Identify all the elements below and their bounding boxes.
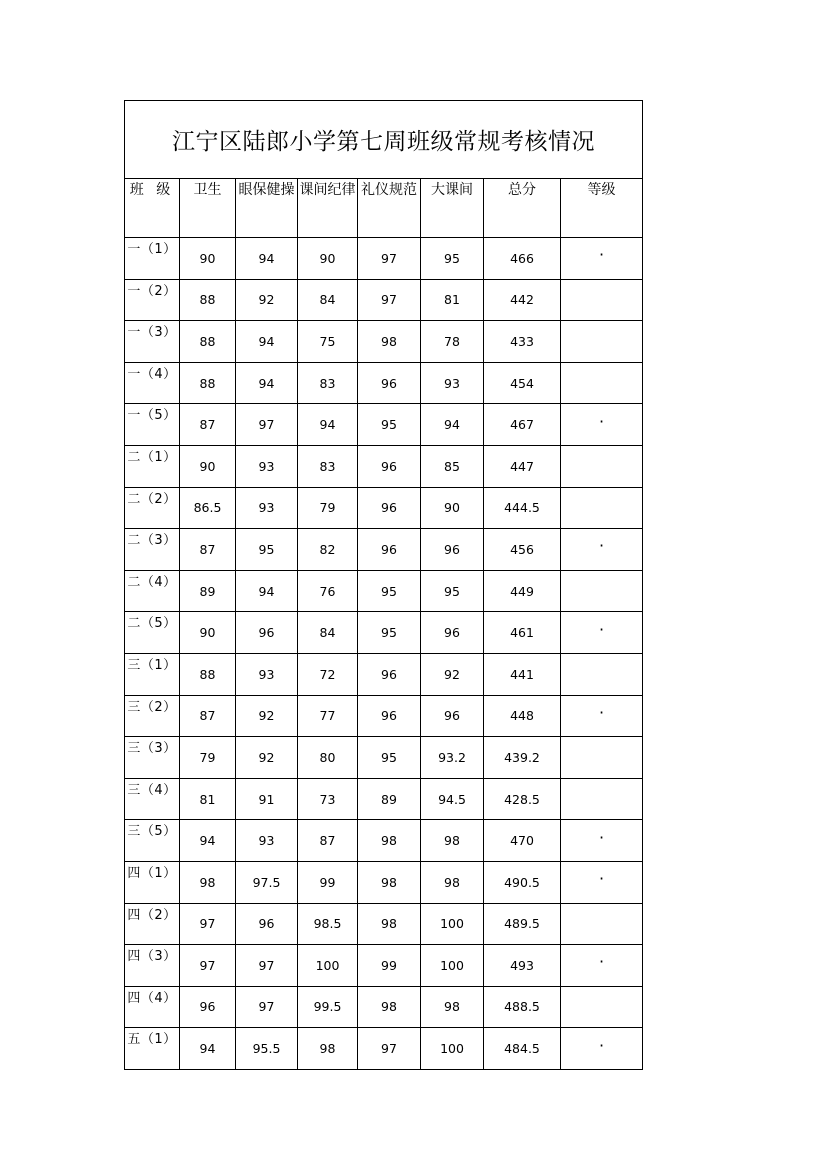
cell-eye-exercise: 92 (236, 737, 298, 779)
cell-recess-activity: 94 (421, 404, 484, 446)
cell-hygiene: 88 (180, 362, 236, 404)
cell-recess-activity: 96 (421, 612, 484, 654)
cell-break-discipline: 100 (298, 945, 358, 987)
cell-recess-activity: 93.2 (421, 737, 484, 779)
table-row (125, 445, 643, 487)
cell-break-discipline: 90 (298, 238, 358, 280)
cell-grade (561, 695, 643, 737)
cell-hygiene: 90 (180, 238, 236, 280)
cell-etiquette: 98 (358, 903, 421, 945)
cell-recess-activity: 98 (421, 820, 484, 862)
cell-grade (561, 737, 643, 779)
cell-etiquette: 98 (358, 321, 421, 363)
cell-break-discipline: 84 (298, 612, 358, 654)
cell-etiquette: 96 (358, 445, 421, 487)
cell-hygiene: 79 (180, 737, 236, 779)
cell-class: 三（1） (125, 653, 180, 695)
cell-total: 448 (484, 695, 561, 737)
col-header-break-discipline: 课间纪律 (298, 179, 358, 238)
cell-eye-exercise: 95 (236, 529, 298, 571)
cell-total: 484.5 (484, 1028, 561, 1070)
cell-etiquette: 96 (358, 695, 421, 737)
col-header-eye-exercise: 眼保健操 (236, 179, 298, 238)
cell-class: 一（5） (125, 404, 180, 446)
col-header-recess-activity: 大课间 (421, 179, 484, 238)
col-header-class: 班 级 (125, 179, 180, 238)
cell-etiquette: 96 (358, 362, 421, 404)
cell-class: 二（4） (125, 570, 180, 612)
cell-eye-exercise: 92 (236, 695, 298, 737)
cell-total: 449 (484, 570, 561, 612)
table-row (125, 778, 643, 820)
table-row (125, 612, 643, 654)
cell-recess-activity: 95 (421, 570, 484, 612)
cell-total: 456 (484, 529, 561, 571)
cell-class: 三（3） (125, 737, 180, 779)
cell-total: 433 (484, 321, 561, 363)
cell-etiquette: 97 (358, 1028, 421, 1070)
table-row (125, 861, 643, 903)
cell-grade (561, 903, 643, 945)
cell-grade (561, 238, 643, 280)
cell-break-discipline: 72 (298, 653, 358, 695)
table-row (125, 903, 643, 945)
cell-recess-activity: 92 (421, 653, 484, 695)
cell-grade (561, 820, 643, 862)
cell-recess-activity: 93 (421, 362, 484, 404)
table-row (125, 945, 643, 987)
cell-recess-activity: 85 (421, 445, 484, 487)
cell-total: 441 (484, 653, 561, 695)
cell-hygiene: 90 (180, 612, 236, 654)
cell-class: 四（4） (125, 986, 180, 1028)
cell-grade (561, 570, 643, 612)
cell-etiquette: 95 (358, 570, 421, 612)
cell-etiquette: 98 (358, 986, 421, 1028)
cell-total: 447 (484, 445, 561, 487)
cell-total: 439.2 (484, 737, 561, 779)
cell-total: 488.5 (484, 986, 561, 1028)
header-row (125, 179, 643, 238)
cell-recess-activity: 100 (421, 945, 484, 987)
table-row (125, 362, 643, 404)
cell-hygiene: 97 (180, 903, 236, 945)
cell-recess-activity: 100 (421, 1028, 484, 1070)
cell-hygiene: 86.5 (180, 487, 236, 529)
cell-etiquette: 97 (358, 279, 421, 321)
cell-recess-activity: 95 (421, 238, 484, 280)
cell-class: 三（2） (125, 695, 180, 737)
cell-break-discipline: 84 (298, 279, 358, 321)
cell-total: 454 (484, 362, 561, 404)
cell-eye-exercise: 97.5 (236, 861, 298, 903)
cell-grade (561, 487, 643, 529)
col-header-total: 总分 (484, 179, 561, 238)
cell-etiquette: 95 (358, 404, 421, 446)
cell-total: 490.5 (484, 861, 561, 903)
cell-etiquette: 99 (358, 945, 421, 987)
cell-break-discipline: 75 (298, 321, 358, 363)
table-row (125, 653, 643, 695)
table-row (125, 695, 643, 737)
cell-eye-exercise: 97 (236, 404, 298, 446)
table-row (125, 279, 643, 321)
cell-eye-exercise: 96 (236, 903, 298, 945)
cell-grade (561, 653, 643, 695)
cell-recess-activity: 81 (421, 279, 484, 321)
table-row (125, 487, 643, 529)
cell-break-discipline: 82 (298, 529, 358, 571)
cell-total: 467 (484, 404, 561, 446)
cell-grade (561, 945, 643, 987)
cell-eye-exercise: 95.5 (236, 1028, 298, 1070)
cell-class: 一（2） (125, 279, 180, 321)
cell-class: 三（5） (125, 820, 180, 862)
cell-hygiene: 87 (180, 529, 236, 571)
cell-hygiene: 88 (180, 321, 236, 363)
cell-class: 四（3） (125, 945, 180, 987)
table-row (125, 529, 643, 571)
cell-grade (561, 529, 643, 571)
cell-eye-exercise: 93 (236, 445, 298, 487)
cell-hygiene: 94 (180, 1028, 236, 1070)
cell-break-discipline: 94 (298, 404, 358, 446)
grade-mark: · (598, 411, 605, 431)
cell-grade (561, 612, 643, 654)
cell-total: 466 (484, 238, 561, 280)
cell-recess-activity: 96 (421, 695, 484, 737)
grade-mark: · (598, 536, 605, 556)
table-row (125, 737, 643, 779)
cell-class: 二（1） (125, 445, 180, 487)
cell-recess-activity: 90 (421, 487, 484, 529)
cell-eye-exercise: 93 (236, 653, 298, 695)
cell-eye-exercise: 94 (236, 321, 298, 363)
cell-class: 一（3） (125, 321, 180, 363)
cell-grade (561, 362, 643, 404)
cell-hygiene: 88 (180, 653, 236, 695)
cell-break-discipline: 87 (298, 820, 358, 862)
cell-eye-exercise: 93 (236, 487, 298, 529)
cell-break-discipline: 76 (298, 570, 358, 612)
cell-etiquette: 98 (358, 820, 421, 862)
cell-class: 四（2） (125, 903, 180, 945)
cell-break-discipline: 79 (298, 487, 358, 529)
cell-break-discipline: 73 (298, 778, 358, 820)
cell-hygiene: 87 (180, 404, 236, 446)
cell-grade (561, 778, 643, 820)
col-header-etiquette: 礼仪规范 (358, 179, 421, 238)
cell-etiquette: 96 (358, 529, 421, 571)
cell-hygiene: 96 (180, 986, 236, 1028)
cell-eye-exercise: 93 (236, 820, 298, 862)
table-row (125, 238, 643, 280)
cell-hygiene: 89 (180, 570, 236, 612)
cell-grade (561, 321, 643, 363)
cell-hygiene: 87 (180, 695, 236, 737)
cell-recess-activity: 98 (421, 861, 484, 903)
cell-recess-activity: 94.5 (421, 778, 484, 820)
cell-break-discipline: 98 (298, 1028, 358, 1070)
cell-class: 一（1） (125, 238, 180, 280)
grade-mark: · (598, 869, 605, 889)
cell-hygiene: 88 (180, 279, 236, 321)
grade-mark: · (598, 952, 605, 972)
cell-total: 442 (484, 279, 561, 321)
table-row (125, 1028, 643, 1070)
grade-mark: · (598, 1035, 605, 1055)
cell-etiquette: 96 (358, 487, 421, 529)
cell-hygiene: 90 (180, 445, 236, 487)
cell-eye-exercise: 96 (236, 612, 298, 654)
col-header-hygiene: 卫生 (180, 179, 236, 238)
cell-hygiene: 94 (180, 820, 236, 862)
cell-etiquette: 89 (358, 778, 421, 820)
cell-break-discipline: 77 (298, 695, 358, 737)
cell-class: 二（3） (125, 529, 180, 571)
assessment-table (124, 100, 643, 1070)
cell-etiquette: 97 (358, 238, 421, 280)
cell-total: 428.5 (484, 778, 561, 820)
cell-break-discipline: 83 (298, 445, 358, 487)
cell-class: 五（1） (125, 1028, 180, 1070)
cell-recess-activity: 78 (421, 321, 484, 363)
cell-class: 一（4） (125, 362, 180, 404)
cell-grade (561, 445, 643, 487)
cell-recess-activity: 100 (421, 903, 484, 945)
grade-mark: · (598, 619, 605, 639)
cell-etiquette: 95 (358, 612, 421, 654)
table-row (125, 570, 643, 612)
cell-etiquette: 98 (358, 861, 421, 903)
cell-total: 444.5 (484, 487, 561, 529)
cell-break-discipline: 99.5 (298, 986, 358, 1028)
cell-break-discipline: 80 (298, 737, 358, 779)
cell-hygiene: 81 (180, 778, 236, 820)
cell-hygiene: 97 (180, 945, 236, 987)
cell-eye-exercise: 91 (236, 778, 298, 820)
cell-hygiene: 98 (180, 861, 236, 903)
table-body (125, 238, 643, 1070)
cell-recess-activity: 98 (421, 986, 484, 1028)
cell-recess-activity: 96 (421, 529, 484, 571)
cell-break-discipline: 99 (298, 861, 358, 903)
cell-grade (561, 404, 643, 446)
cell-eye-exercise: 97 (236, 986, 298, 1028)
grade-mark: · (598, 702, 605, 722)
cell-eye-exercise: 92 (236, 279, 298, 321)
cell-break-discipline: 98.5 (298, 903, 358, 945)
cell-etiquette: 95 (358, 737, 421, 779)
cell-class: 四（1） (125, 861, 180, 903)
cell-etiquette: 96 (358, 653, 421, 695)
cell-class: 二（5） (125, 612, 180, 654)
page-title: 江宁区陆郎小学第七周班级常规考核情况 (125, 101, 643, 179)
table-row (125, 321, 643, 363)
table-row (125, 986, 643, 1028)
cell-total: 470 (484, 820, 561, 862)
cell-total: 461 (484, 612, 561, 654)
table-row (125, 820, 643, 862)
cell-eye-exercise: 94 (236, 362, 298, 404)
table-row (125, 404, 643, 446)
cell-class: 三（4） (125, 778, 180, 820)
cell-break-discipline: 83 (298, 362, 358, 404)
cell-eye-exercise: 94 (236, 570, 298, 612)
cell-eye-exercise: 94 (236, 238, 298, 280)
cell-grade (561, 1028, 643, 1070)
cell-eye-exercise: 97 (236, 945, 298, 987)
cell-total: 489.5 (484, 903, 561, 945)
grade-mark: · (598, 827, 605, 847)
cell-grade (561, 986, 643, 1028)
cell-total: 493 (484, 945, 561, 987)
cell-class: 二（2） (125, 487, 180, 529)
cell-grade (561, 279, 643, 321)
col-header-grade: 等级 (561, 179, 643, 238)
grade-mark: · (598, 245, 605, 265)
cell-grade (561, 861, 643, 903)
